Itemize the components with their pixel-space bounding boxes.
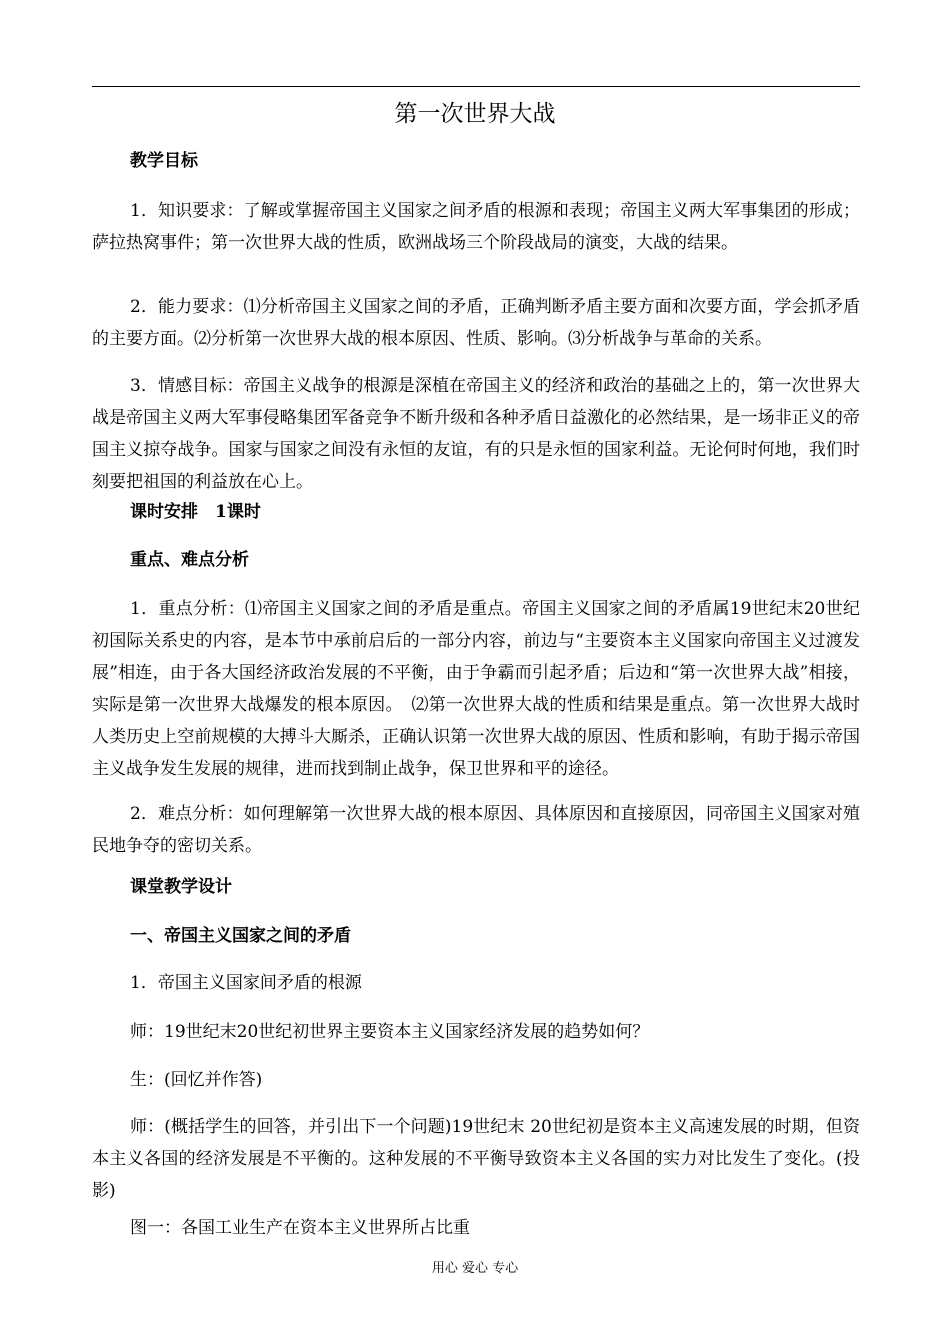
header-rule <box>92 86 860 87</box>
paragraph-ability-goal: 2．能力要求：⑴分析帝国主义国家之间的矛盾，正确判断矛盾主要方面和次要方面，学会抓矛盾的主要方面。⑵分析第一次世界大战的根本原因、性质、影响。⑶分析战争与革命的关系。 <box>92 297 860 349</box>
paragraph-knowledge-goal: 1．知识要求：了解或掌握帝国主义国家之间矛盾的根源和表现；帝国主义两大军事集团的形成；萨拉热窝事件；第一次世界大战的性质，欧洲战场三个阶段战局的演变，大战的结果。 <box>92 201 860 253</box>
page-footer: 用心 爱心 专心 <box>431 1261 519 1276</box>
paragraph-teacher-summary: 师：(概括学生的回答，并引出下一个问题)19世纪末 20世纪初是资本主义高速发展的时期，但资本主义各国的经济发展是不平衡的。这种发展的不平衡导致资本主义各国的实力对比发生了变化。(投影) <box>92 1117 860 1201</box>
paragraph-emotion-goal: 3．情感目标：帝国主义战争的根源是深植在帝国主义的经济和政治的基础之上的，第一次世界大战是帝国主义两大军事侵略集团军备竞争不断升级和各种矛盾日益激化的必然结果，是一场非正义的帝国主义掠夺战争。国家与国家之间没有永恒的友谊，有的只是永恒的国家利益。无论何时何地，我们时刻要把祖国的利益放在心上。 <box>92 376 860 492</box>
paragraph-student-answer: 生：(回忆并作答) <box>130 1070 263 1090</box>
heading-class-design: 课堂教学设计 <box>130 877 232 897</box>
paragraph-subsection-one: 1．帝国主义国家间矛盾的根源 <box>130 973 362 993</box>
heading-section-one: 一、帝国主义国家之间的矛盾 <box>130 926 351 946</box>
paragraph-teacher-question: 师：19世纪末20世纪初世界主要资本主义国家经济发展的趋势如何？ <box>130 1022 650 1042</box>
heading-teaching-goals: 教学目标 <box>130 151 198 171</box>
document-title: 第一次世界大战 <box>394 101 556 127</box>
paragraph-key-analysis: 1．重点分析：⑴帝国主义国家之间的矛盾是重点。帝国主义国家之间的矛盾属19世纪末20世纪初国际关系史的内容，是本节中承前启后的一部分内容，前边与“主要资本主义国家向帝国主义过渡发展”相连，由于各大国经济政治发展的不平衡，由于争霸而引起矛盾；后边和“第一次世界大战”相接，实际是第一次世界大战爆发的根本原因。 ⑵第一次世界大战的性质和结果是重点。第一次世界大战时人类历史上空前规模的大搏斗大厮杀，正确认识第一次世界大战的原因、性质和影响，有助于揭示帝国主义战争发生发展的规律，进而找到制止战争，保卫世界和平的途径。 <box>92 599 860 779</box>
heading-schedule: 课时安排 1课时 <box>130 502 261 522</box>
paragraph-difficulty-analysis: 2．难点分析：如何理解第一次世界大战的根本原因、具体原因和直接原因，同帝国主义国家对殖民地争夺的密切关系。 <box>92 804 860 856</box>
figure-caption: 图一：各国工业生产在资本主义世界所占比重 <box>130 1218 470 1238</box>
heading-key-points: 重点、难点分析 <box>130 550 249 570</box>
